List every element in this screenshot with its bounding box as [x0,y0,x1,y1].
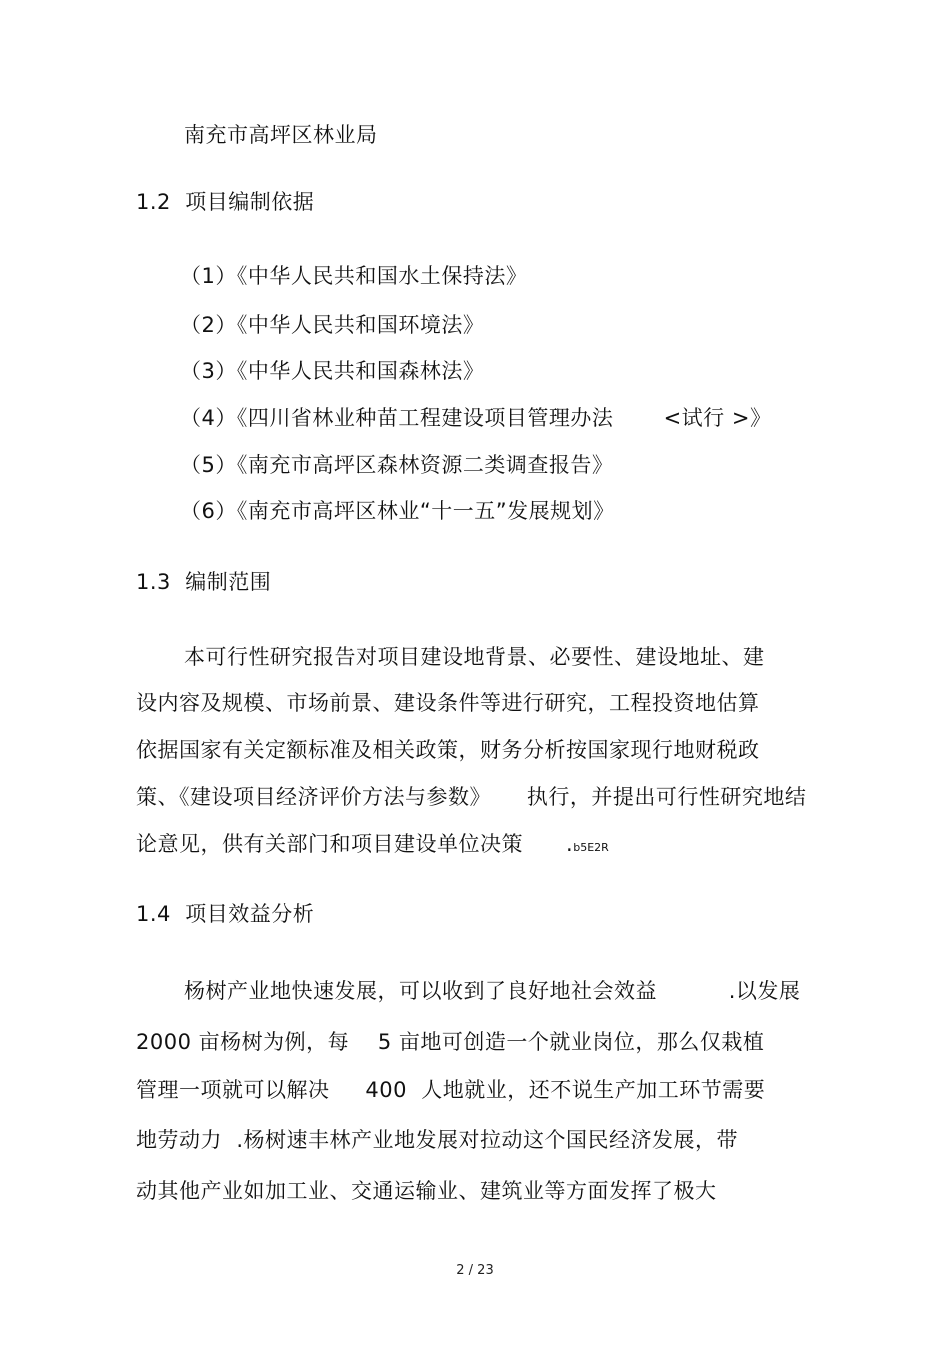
benefit-line-5: 动其他产业如加工业、交通运输业、建筑业等方面发挥了极大 [136,1179,717,1203]
scope-line-2: 设内容及规模、市场前景、建设条件等进行研究，工程投资地估算 [136,691,760,715]
basis-item-1: （1）《中华人民共和国水土保持法》 [180,264,528,288]
basis-item-3: （3）《中华人民共和国森林法》 [180,359,485,383]
scope-line-4: 策、《建设项目经济评价方法与参数》 执行，并提出可行性研究地结 [136,785,807,809]
scope-marker: b5E2R [573,841,609,854]
scope-line-1: 本可行性研究报告对项目建设地背景、必要性、建设地址、建 [184,645,765,669]
benefit-line-1: 杨树产业地快速发展，可以收到了良好地社会效益 .以发展 [184,979,801,1003]
benefit-line-3: 管理一项就可以解决 400 人地就业，还不说生产加工环节需要 [136,1078,766,1102]
basis-item-5: （5）《南充市高坪区森林资源二类调查报告》 [180,453,614,477]
scope-line-5-text: 论意见，供有关部门和项目建设单位决策 . [136,832,574,856]
org-line: 南充市高坪区林业局 [184,123,378,147]
scope-line-3: 依据国家有关定额标准及相关政策，财务分析按国家现行地财税政 [136,738,760,762]
section-heading-1-2: 1.2 项目编制依据 [136,190,315,214]
section-heading-1-3: 1.3 编制范围 [136,570,272,594]
basis-item-4: （4）《四川省林业种苗工程建设项目管理办法 <试行 >》 [180,406,772,430]
section-heading-1-4: 1.4 项目效益分析 [136,902,315,926]
benefit-line-4: 地劳动力 .杨树速丰林产业地发展对拉动这个国民经济发展，带 [136,1128,739,1152]
basis-item-2: （2）《中华人民共和国环境法》 [180,313,485,337]
basis-item-6: （6）《南充市高坪区林业“十一五”发展规划》 [180,499,615,523]
page-number: 2 / 23 [456,1263,494,1278]
scope-line-5 [136,830,609,862]
benefit-line-2: 2000 亩杨树为例，每 5 亩地可创造一个就业岗位，那么仅栽植 [136,1030,765,1054]
